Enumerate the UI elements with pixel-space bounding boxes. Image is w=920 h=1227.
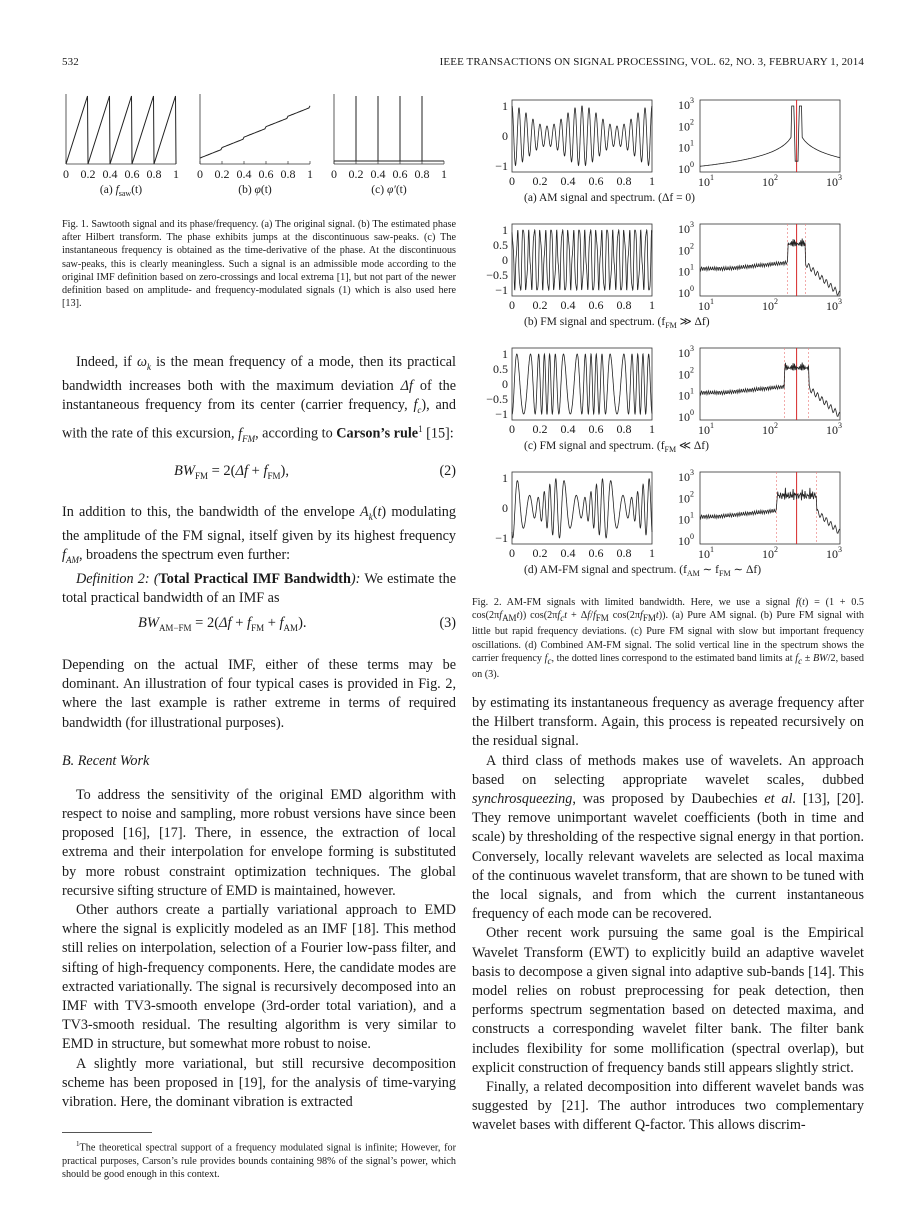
fig1-tick-label: 0.6: [392, 167, 408, 181]
fig2-spectrum-ytick: $10^1$: [678, 138, 694, 155]
fig2-time-xtick: 0.6: [588, 422, 604, 436]
fig2-spectrum-ytick: $10^3$: [678, 344, 694, 360]
equation-2: $BW_{FM} = 2(\Delta f + f_{FM})$, (2): [174, 463, 456, 481]
paragraph-carson: Indeed, if $\omega_k$ is the mean frequency of a mode, then its practical bandwidth increases both with the maximum deviation Δf of the instantaneous frequency from its center (carrier frequency, $f_c$), and with the rate of this excursion, $f_{FM}$, according to Carson’s rule$^1$ [15]:: [62, 354, 456, 444]
fig2-time-ytick: −0.5: [486, 268, 508, 282]
fig2-time-xtick: 1: [649, 174, 655, 188]
fig2-time-xtick: 0.6: [588, 174, 604, 188]
fig1-tick-label: 0.4: [236, 167, 252, 181]
fig2-panel-label: (a) AM signal and spectrum. (Δf = 0): [524, 192, 696, 204]
fig2-time-xtick: 0.8: [616, 422, 632, 436]
paragraph-envelope: In addition to this, the bandwidth of the envelope $A_k(t)$ modulating the amplitude of the FM signal, itself given by its highest frequency $f_{AM}$, broadens the spectrum even further:: [62, 504, 456, 566]
fig2-time-ytick: 0: [502, 377, 508, 391]
paragraph-hilbert: by estimating its instantaneous frequency as average frequency after the Hilbert transform. Again, this process is repeated recursively on the residual signal.: [472, 695, 864, 750]
left-column-block-2: [62, 503, 456, 609]
fig2-spectrum-xtick: $10^1$: [698, 421, 714, 437]
figure-2-caption: Fig. 2. AM-FM signals with limited bandwidth. Here, we use a signal f(t) = (1 + 0.5 $\cos(2\pi f_{AM}t)$) $\cos(2\pi f_ct + \Delta f/f_{FM}$ $\cos(2\pi f_{FM}t)$). (a) Pure AM signal. (b) Pure FM signal with little but rapid frequency deviations. (c) Pure FM signal with slow but important frequency oscillations. (d) Combined AM-FM signal. The solid vertical line in the spectrum shows the carrier frequency $f_c$, the dotted lines correspond to the estimated band limits at $f_c \pm BW/2$, based on (3).: [472, 597, 865, 681]
running-header: IEEE TRANSACTIONS ON SIGNAL PROCESSING, VOL. 62, NO. 3, FEBRUARY 1, 2014: [439, 56, 864, 68]
fig1-sawtooth-signal: [66, 96, 176, 164]
fig1-tick-label: 1: [173, 167, 179, 181]
paragraph-recursive-scheme: A slightly more variational, but still recursive decomposition scheme has been proposed in [19], for the analysis of time-varying vibration. Here, the dominant vibration is extracted: [62, 1055, 456, 1111]
fig2-time-xtick: 0.8: [616, 174, 632, 188]
fig2-time-ytick: 0.5: [493, 362, 508, 376]
fig2-time-xtick: 0.4: [560, 298, 576, 312]
fig2-spectrum-ytick: $10^3$: [678, 96, 694, 112]
figure-1: [62, 94, 456, 209]
fig2-spectrum-ytick: $10^0$: [678, 532, 694, 548]
fig1-tick-label: 0.8: [414, 167, 430, 181]
fig2-time-ytick: 0.5: [493, 238, 508, 252]
fig1-panel-label: (a) $f_{saw}(t)$: [99, 184, 143, 198]
fig2-time-xtick: 1: [649, 422, 655, 436]
fig2-spectrum-xtick: $10^1$: [698, 173, 714, 189]
fig1-panel-label: (b) φ(t): [238, 184, 272, 196]
page-number: 532: [62, 56, 79, 68]
left-column-block-1: [62, 353, 456, 449]
fig2-spectrum-ytick: $10^0$: [678, 284, 694, 300]
definition-2: Definition 2: (Total Practical IMF Bandwidth): We estimate the total practical bandwidth of an IMF as: [62, 571, 457, 607]
fig2-spectrum-frame: [700, 472, 840, 544]
footnote-block: [62, 1138, 456, 1181]
paragraph-ewt: Other recent work pursuing the same goal is the Empirical Wavelet Transform (EWT) to explicitly build an adaptive wavelet basis to decompose a given signal into adaptive sub-bands [14]. This model relies on robust preprocessing for peak detection, then performs spectrum segmentation based on detected maxima, and constructs a corresponding wavelet filter bank. The filter bank includes flexibility for some mollification (spectral overlap), but explicit construction of frequency bands still appears slightly strict.: [472, 925, 864, 1076]
fig2-time-signal: [512, 479, 652, 538]
fig2-spectrum-xtick: $10^1$: [698, 297, 714, 313]
fig1-tick-label: 0.6: [258, 167, 274, 181]
fig2-time-xtick: 0.8: [616, 298, 632, 312]
fig2-time-ytick: −0.5: [486, 392, 508, 406]
fig2-spectrum-xtick: $10^1$: [698, 545, 714, 561]
paragraph-variational-emd: Other authors create a partially variational approach to EMD where the signal is explicitly modeled as an IMF [18]. This method still relies on interpolation, selection of a Fourier low-pass filter, and sifting of high-frequency components. Here, the candidate modes are extracted variationally. The signal is recursively decomposed into an IMF with TV3-smooth envelope (3rd-order total variation), and a TV3-smooth residual. The resulting algorithm is very similar to EMD in structure, but somewhat more robust to noise.: [62, 902, 456, 1053]
fig2-time-ytick: 0: [502, 253, 508, 267]
equation-3: $BW_{AM-FM} = 2(\Delta f + f_{FM} + f_{AM})$. (3): [138, 615, 456, 633]
fig2-spectrum-ytick: $10^0$: [678, 160, 694, 176]
fig1-tick-label: 0.8: [280, 167, 296, 181]
fig2-time-xtick: 0.4: [560, 546, 576, 560]
paragraph-robust-emd: To address the sensitivity of the original EMD algorithm with respect to noise and sampling, more robust versions have since been proposed [16], [17]. There, in essence, the extraction of local extrema and their interpolation for envelope forming is substituted by more robust constraint optimization techniques. The global recursive sifting structure of EMD is maintained, however.: [62, 786, 456, 899]
fig2-panel-label: (d) AM-FM signal and spectrum. ($f_{AM}$ ∼ $f_{FM}$ ∼ Δf): [524, 564, 762, 578]
fig1-tick-label: 0.2: [80, 167, 96, 181]
carson-rule-term: Carson’s rule: [336, 426, 419, 442]
fig2-spectrum-ytick: $10^1$: [678, 262, 694, 279]
fig1-tick-label: 0.4: [102, 167, 118, 181]
fig2-spectrum-xtick: $10^2$: [762, 545, 778, 561]
fig2-panel-label: (c) FM signal and spectrum. ($f_{FM}$ ≪ Δf): [524, 440, 709, 454]
fig1-tick-label: 0.4: [370, 167, 386, 181]
fig2-time-xtick: 0: [509, 422, 515, 436]
fig1-panel-label: (c) φ′(t): [371, 184, 407, 196]
fig2-panel-label: (b) FM signal and spectrum. ($f_{FM}$ ≫ Δf): [524, 316, 710, 330]
paragraph-q-factor: Finally, a related decomposition into different wavelet bands was suggested by [21]. The author introduces two complementary wavelet bases with different Q-factor. This allows discrim-: [472, 1079, 864, 1134]
figure-2-caption-block: [472, 596, 864, 681]
fig2-time-xtick: 0: [509, 298, 515, 312]
fig1-tick-label: 0.8: [146, 167, 162, 181]
fig2-spectrum-ytick: $10^2$: [678, 117, 694, 134]
fig2-time-ytick: 1: [502, 99, 508, 113]
footnote-1: $^1$The theoretical spectral support of a frequency modulated signal is infinite; However, for practical purposes, Carson’s rule provides bounds containing 98% of the signal’s power, which should be good enough in this context.: [62, 1140, 456, 1180]
left-column-block-3: [62, 656, 456, 1112]
paragraph-wavelets: A third class of methods makes use of wavelets. An approach based on selecting appropriate wavelet scales, dubbed synchrosqueezing, was proposed by Daubechies et al. [13], [20]. They remove unimportant wavelet coefficients (both in time and scale) by thresholding of the respective signal energy in that portion. Conversely, locally relevant wavelets are selected as local maxima of the continuous wavelet transform, that are shown to be tuned with the local signals, and from which the current instantaneous frequency of each mode can be recovered.: [472, 752, 864, 923]
fig2-time-xtick: 1: [649, 298, 655, 312]
fig2-spectrum-ytick: $10^3$: [678, 468, 694, 484]
fig1-tick-label: 0.6: [124, 167, 140, 181]
fig1-tick-label: 0: [63, 167, 69, 181]
fig2-time-ytick: 1: [502, 223, 508, 237]
fig2-time-xtick: 0.4: [560, 422, 576, 436]
fig2-time-ytick: −1: [495, 159, 508, 173]
fig2-spectrum-xtick: $10^3$: [826, 545, 842, 561]
fig1-tick-label: 1: [307, 167, 313, 181]
fig2-time-xtick: 0.8: [616, 546, 632, 560]
fig2-time-ytick: 1: [502, 471, 508, 485]
fig2-time-xtick: 0.4: [560, 174, 576, 188]
fig2-time-xtick: 0.2: [532, 298, 548, 312]
fig2-time-signal: [512, 106, 652, 166]
fig2-time-ytick: 0: [502, 501, 508, 515]
fig2-spectrum-ytick: $10^2$: [678, 365, 694, 382]
fig2-time-ytick: 0: [502, 129, 508, 143]
fig2-spectrum-ytick: $10^3$: [678, 220, 694, 236]
fig2-spectrum-frame: [700, 100, 840, 172]
right-column-block: [472, 694, 864, 1136]
fig2-spectrum-curve: [700, 363, 840, 417]
fig2-spectrum-curve: [700, 239, 840, 296]
fig1-tick-label: 1: [441, 167, 447, 181]
fig2-time-xtick: 0.6: [588, 546, 604, 560]
fig2-spectrum-ytick: $10^1$: [678, 510, 694, 527]
fig2-time-frame: [512, 472, 652, 544]
fig2-time-xtick: 0: [509, 174, 515, 188]
fig2-spectrum-xtick: $10^2$: [762, 173, 778, 189]
paragraph-illustration: Depending on the actual IMF, either of these terms may be dominant. An illustration of four typical cases is provided in Fig. 2, where the last example is rather extreme in terms of required bandwidth (for illustrational purposes).: [62, 657, 456, 731]
fig2-time-xtick: 0.2: [532, 422, 548, 436]
fig2-time-xtick: 0: [509, 546, 515, 560]
fig2-time-frame: [512, 100, 652, 172]
footnote-rule: [62, 1132, 152, 1133]
fig2-spectrum-ytick: $10^1$: [678, 386, 694, 403]
fig2-time-signal: [512, 230, 652, 290]
fig2-spectrum-ytick: $10^2$: [678, 489, 694, 506]
fig2-time-ytick: −1: [495, 531, 508, 545]
fig2-spectrum-ytick: $10^0$: [678, 408, 694, 424]
fig2-spectrum-ytick: $10^2$: [678, 241, 694, 258]
fig2-time-signal: [512, 354, 652, 414]
fig2-time-ytick: 1: [502, 347, 508, 361]
figure-1-caption: Fig. 1. Sawtooth signal and its phase/frequency. (a) The original signal. (b) The estimated phase after Hilbert transform. The phase exhibits jumps at the discontinuous saw-peaks. (c) The instantaneous frequency is obtained as the time-derivative of the phase. At the discontinuous saw-peaks, this is clearly meaningless. Such a signal is an admissible mode according to the original IMF definition based on zero-crossings and local extrema [1], but not part of the newer definition based on amplitude- and frequency-modulated signals (1) which is also used here [13].: [62, 219, 456, 310]
fig2-spectrum-frame: [700, 224, 840, 296]
fig2-time-ytick: −1: [495, 407, 508, 421]
fig2-time-ytick: −1: [495, 283, 508, 297]
fig2-spectrum-xtick: $10^2$: [762, 421, 778, 437]
fig2-time-xtick: 1: [649, 546, 655, 560]
fig2-spectrum-xtick: $10^2$: [762, 297, 778, 313]
fig1-phase-curve: [200, 106, 310, 158]
fig2-time-xtick: 0.2: [532, 174, 548, 188]
figure-1-caption-block: [62, 218, 456, 310]
fig2-spectrum-curve: [700, 106, 840, 166]
fig2-spectrum-xtick: $10^3$: [826, 297, 842, 313]
fig2-time-xtick: 0.6: [588, 298, 604, 312]
fig2-spectrum-xtick: $10^3$: [826, 173, 842, 189]
fig1-tick-label: 0.2: [214, 167, 230, 181]
section-heading-recent-work: B. Recent Work: [62, 752, 150, 769]
fig2-spectrum-curve: [700, 488, 840, 533]
fig2-spectrum-xtick: $10^3$: [826, 421, 842, 437]
fig1-tick-label: 0: [331, 167, 337, 181]
figure-2: [472, 96, 864, 582]
fig2-time-xtick: 0.2: [532, 546, 548, 560]
fig1-tick-label: 0.2: [348, 167, 364, 181]
fig2-spectrum-frame: [700, 348, 840, 420]
fig1-tick-label: 0: [197, 167, 203, 181]
